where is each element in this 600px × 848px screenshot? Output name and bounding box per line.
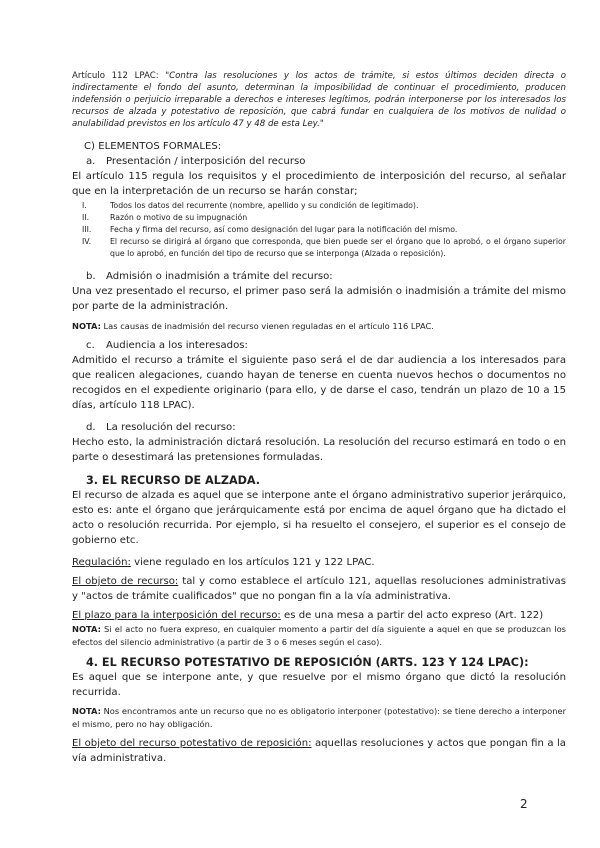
requirements-list bbox=[72, 200, 566, 260]
section-3-text: El recurso de alzada es aquel que se interpone ante el órgano administrativo superior jerárquico, esto es: ante el órgano que jerárquicamente está por encima de aquel órgano que ha dictado el acto o resolución recurrida. Por ejemplo, si ha resuelto el consejero, el superior es el consejo de gobierno etc. bbox=[72, 490, 566, 547]
regulacion-line: Regulación: viene regulado en los artículos 121 y 122 LPAC. bbox=[72, 557, 375, 569]
page-number: 2 bbox=[520, 797, 528, 811]
subsection-d-text: Hecho esto, la administración dictará resolución. La resolución del recurso estimará en todo o en parte o desestimará las pretensiones formuladas. bbox=[72, 437, 566, 464]
subsection-a-text: El artículo 115 regula los requisitos y el procedimiento de interposición del recurso, al señalar que en la interpretación de un recurso se harán constar; bbox=[72, 171, 566, 197]
article-112-quote bbox=[72, 70, 566, 130]
subsection-b-note: NOTA: Las causas de inadmisión del recurso vienen reguladas en el artículo 116 LPAC. bbox=[72, 321, 434, 331]
section-3-heading: 3. EL RECURSO DE ALZADA. bbox=[86, 474, 261, 488]
subsection-b-title: b. Admisión o inadmisión a trámite del recurso: bbox=[86, 271, 333, 282]
objeto-recurso-text: El objeto de recurso: tal y como establece el artículo 121, aquellas resoluciones administrativas y "actos de trámite cualificados" que no pongan fin a la vía administrativa. bbox=[72, 576, 566, 603]
document-page bbox=[72, 70, 566, 766]
section-4-text: Es aquel que se interpone ante, y que resuelve por el mismo órgano que dictó la resolución recurrida. bbox=[72, 672, 566, 699]
list-item: IV. El recurso se dirigirá al órgano que corresponda, que bien puede ser el órgano que lo aprobó, o el órgano superior que lo aprobó, en función del tipo de recurso que se interponga (Alzada o reposición). bbox=[82, 237, 566, 258]
section-c-heading: C) ELEMENTOS FORMALES: bbox=[84, 141, 222, 152]
section-3-note: NOTA: Si el acto no fuera expreso, en cualquier momento a partir del día siguiente a aquel en que se produzcan los efectos del silencio administrativo (a partir de 3 o 6 meses según el caso). bbox=[72, 624, 566, 647]
plazo-line: El plazo para la interposición del recurso: es de una mesa a partir del acto expreso (Art. 122) bbox=[72, 610, 544, 622]
quote-body: Contra las resoluciones y los actos de trámite, si estos últimos deciden directa o indirectamente el fondo del asunto, determinan la imposibilidad de continuar el procedimiento, producen indefensión o perjuicio irreparable a derechos e intereses legítimos, podrán interponerse por los interesados los recursos de alzada y potestativo de reposición, que cabrá fundar en cualquiera de los motivos de nulidad o anulabilidad previstos en los artículo 47 y 48 de esta Ley. bbox=[72, 71, 566, 129]
objeto-reposicion-text: El objeto del recurso potestativo de reposición: aquellas resoluciones y actos que pongan fin a la vía administrativa. bbox=[72, 738, 566, 765]
subsection-c-text: Admitido el recurso a trámite el siguiente paso será el de dar audiencia a los interesados para que realicen alegaciones, cuando hayan de tenerse en cuenta nuevos hechos o documentos no recogidos en el expediente originario (para ello, y de darse el caso, tendrán un plazo de 10 a 15 días, artículo 118 LPAC). bbox=[72, 355, 566, 412]
subsection-a-title: a. Presentación / interposición del recurso bbox=[86, 156, 306, 167]
list-item: II. Razón o motivo de su impugnación bbox=[82, 213, 248, 222]
section-4-heading: 4. EL RECURSO POTESTATIVO DE REPOSICIÓN (ARTS. 123 Y 124 LPAC): bbox=[86, 656, 529, 670]
quote-lead: Artículo 112 LPAC: " bbox=[72, 71, 170, 81]
subsection-b-text: Una vez presentado el recurso, el primer paso será la admisión o inadmisión a trámite del mismo por parte de la administración. bbox=[72, 286, 566, 312]
list-item: I. Todos los datos del recurrente (nombre, apellido y su condición de legitimado). bbox=[82, 201, 419, 210]
list-item: III. Fecha y firma del recurso, así como designación del lugar para la notificación del mismo. bbox=[82, 225, 458, 234]
subsection-c-title: c. Audiencia a los interesados: bbox=[86, 340, 248, 352]
section-4-note: NOTA: Nos encontramos ante un recurso que no es obligatorio interponer (potestativo): se tiene derecho a interponer el mismo, pero no hay obligación. bbox=[72, 706, 566, 729]
subsection-d-title: d. La resolución del recurso: bbox=[86, 422, 236, 434]
quote-tail: " bbox=[319, 119, 324, 129]
